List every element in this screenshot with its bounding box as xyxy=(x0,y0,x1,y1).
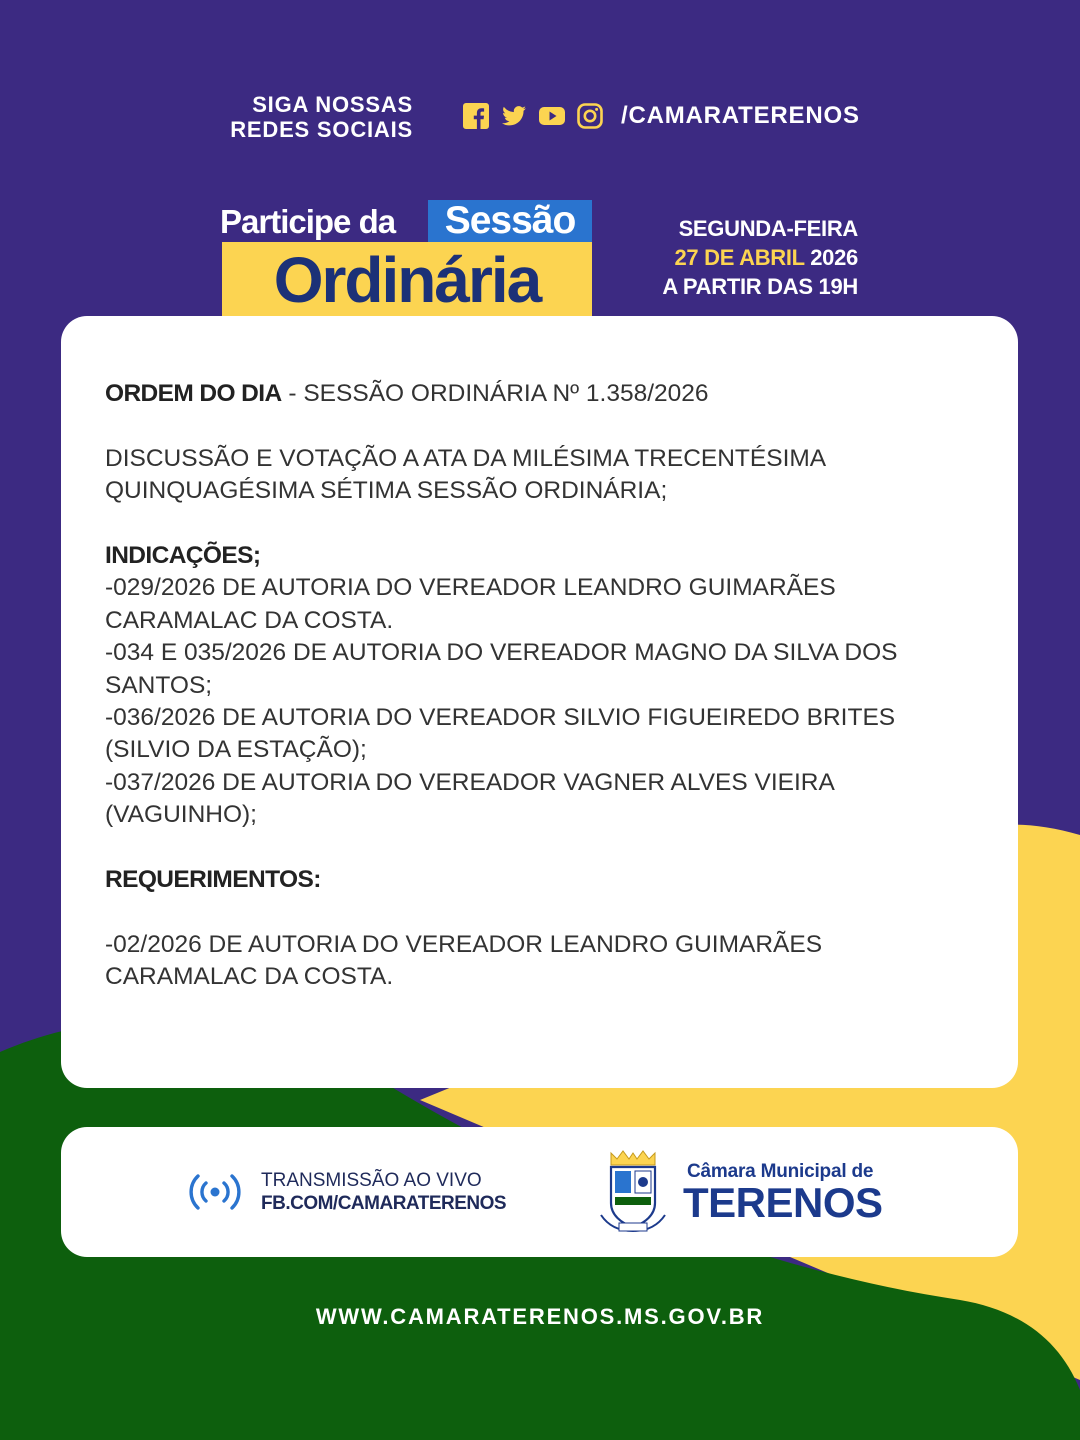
list-item: -037/2026 DE AUTORIA DO VEREADOR VAGNER ALVES VIEIRA (VAGUINHO); xyxy=(105,768,835,829)
live-broadcast-icon xyxy=(187,1171,243,1213)
footer-card xyxy=(61,1127,1018,1257)
facebook-icon[interactable] xyxy=(462,102,490,130)
date-weekday: SEGUNDA-FEIRA xyxy=(678,216,858,241)
date-time: A PARTIR DAS 19H xyxy=(662,274,858,299)
social-header xyxy=(0,92,1080,144)
list-item: -034 E 035/2026 DE AUTORIA DO VEREADOR MAGNO DA SILVA DOS SANTOS; xyxy=(105,639,898,699)
list-item: -029/2026 DE AUTORIA DO VEREADOR LEANDRO GUIMARÃES CARAMALAC DA COSTA. xyxy=(105,574,836,634)
title-ordinaria: Ordinária xyxy=(222,242,592,318)
website-url[interactable]: WWW.CAMARATERENOS.MS.GOV.BR xyxy=(315,1304,765,1329)
agenda-heading: ORDEM DO DIA - SESSÃO ORDINÁRIA Nº 1.358/2026 xyxy=(105,380,709,407)
title-sessao: Sessão xyxy=(428,200,592,242)
list-item: -02/2026 DE AUTORIA DO VEREADOR LEANDRO GUIMARÃES CARAMALAC DA COSTA. xyxy=(105,930,823,991)
indicacoes-heading: INDICAÇÕES; xyxy=(105,542,261,569)
social-handle[interactable]: /CAMARATERENOS xyxy=(621,102,860,129)
date-day: 27 DE ABRIL 2026 xyxy=(674,245,858,270)
social-icons xyxy=(462,102,604,130)
social-caption: SIGA NOSSAS REDES SOCIAIS xyxy=(230,92,413,142)
title-participe: Participe da xyxy=(220,203,396,240)
requerimentos-heading: REQUERIMENTOS: xyxy=(105,866,321,894)
youtube-icon[interactable] xyxy=(538,102,566,130)
camara-logo-text: TERENOS xyxy=(683,1179,883,1226)
camara-subtitle: Câmara Municipal de xyxy=(687,1161,874,1182)
municipal-crest-icon xyxy=(597,1149,669,1235)
list-item: -036/2026 DE AUTORIA DO VEREADOR SILVIO FIGUEIREDO BRITES (SILVIO DA ESTAÇÃO); xyxy=(105,704,896,764)
session-date xyxy=(600,214,858,301)
twitter-icon[interactable] xyxy=(500,102,528,130)
agenda-card xyxy=(61,316,1018,1088)
session-title xyxy=(220,200,592,318)
agenda-content xyxy=(105,378,985,994)
instagram-icon[interactable] xyxy=(576,102,604,130)
live-broadcast-text[interactable]: TRANSMISSÃO AO VIVO FB.COM/CAMARATERENOS xyxy=(261,1170,507,1214)
agenda-ata: DISCUSSÃO E VOTAÇÃO A ATA DA MILÉSIMA TRECENTÉSIMA QUINQUAGÉSIMA SÉTIMA SESSÃO ORDINÁRIA; xyxy=(105,444,827,505)
